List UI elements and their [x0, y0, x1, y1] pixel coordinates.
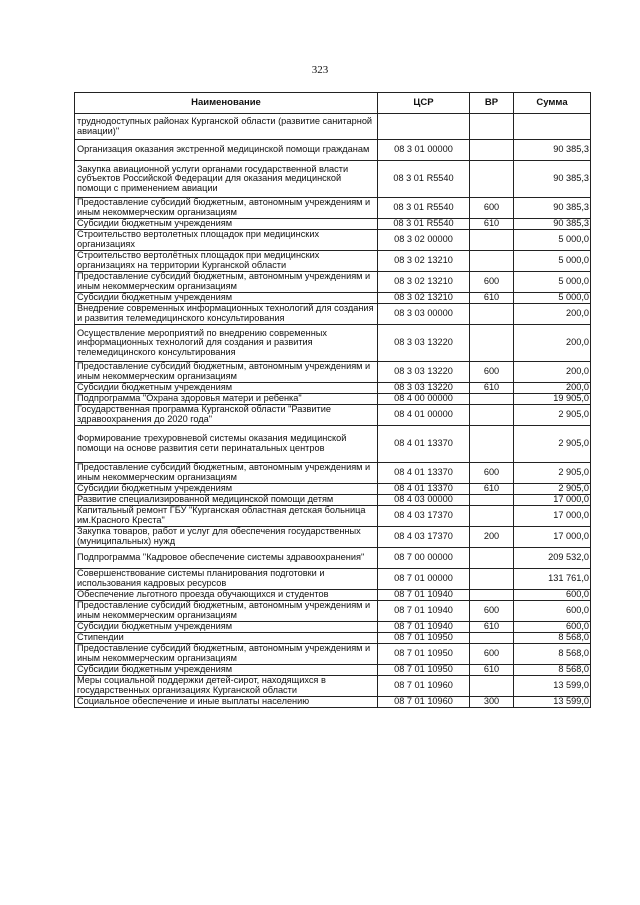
cell-name: труднодоступных районах Курганской области (развитие санитарной авиации)": [75, 114, 378, 140]
cell-sum: 90 385,3: [514, 198, 591, 219]
cell-vr: 200: [470, 527, 514, 548]
cell-sum: 17 000,0: [514, 506, 591, 527]
table-row: [75, 293, 591, 304]
cell-csr: 08 3 01 R5540: [378, 198, 470, 219]
cell-csr: 08 3 01 00000: [378, 140, 470, 161]
cell-name: Развитие специализированной медицинской помощи детям: [75, 495, 378, 506]
cell-vr: [470, 495, 514, 506]
cell-vr: 610: [470, 484, 514, 495]
cell-csr: 08 7 01 10940: [378, 622, 470, 633]
cell-name: Предоставление субсидий бюджетным, автономным учреждениям и иным некоммерческим организациям: [75, 601, 378, 622]
cell-name: Организация оказания экстренной медицинской помощи гражданам: [75, 140, 378, 161]
table-row: [75, 362, 591, 383]
cell-vr: 610: [470, 293, 514, 304]
table-row: [75, 383, 591, 394]
header-vr: ВР: [470, 93, 514, 114]
cell-vr: 300: [470, 697, 514, 708]
cell-csr: 08 3 01 R5540: [378, 219, 470, 230]
cell-vr: 600: [470, 601, 514, 622]
cell-vr: [470, 506, 514, 527]
cell-name: Строительство вертолётных площадок при медицинских организациях на территории Курганской области: [75, 251, 378, 272]
cell-csr: 08 4 01 13370: [378, 484, 470, 495]
cell-name: Предоставление субсидий бюджетным, автономным учреждениям и иным некоммерческим организациям: [75, 198, 378, 219]
cell-sum: 5 000,0: [514, 230, 591, 251]
cell-sum: 5 000,0: [514, 251, 591, 272]
cell-vr: [470, 230, 514, 251]
cell-name: Капитальный ремонт ГБУ "Курганская областная детская больница им.Красного Креста": [75, 506, 378, 527]
cell-sum: 2 905,0: [514, 405, 591, 426]
table-row: [75, 644, 591, 665]
table-row: [75, 569, 591, 590]
cell-vr: 600: [470, 463, 514, 484]
cell-csr: 08 4 01 00000: [378, 405, 470, 426]
table-row: [75, 527, 591, 548]
cell-sum: 90 385,3: [514, 161, 591, 198]
cell-sum: 200,0: [514, 304, 591, 325]
cell-name: Формирование трехуровневой системы оказания медицинской помощи на основе развития сети перинатальных центров: [75, 426, 378, 463]
table-row: [75, 140, 591, 161]
cell-vr: 610: [470, 665, 514, 676]
cell-vr: [470, 140, 514, 161]
cell-name: Субсидии бюджетным учреждениям: [75, 293, 378, 304]
cell-sum: 13 599,0: [514, 676, 591, 697]
cell-sum: 209 532,0: [514, 548, 591, 569]
cell-sum: 90 385,3: [514, 140, 591, 161]
cell-vr: [470, 251, 514, 272]
cell-sum: 200,0: [514, 383, 591, 394]
cell-sum: 17 000,0: [514, 527, 591, 548]
cell-name: Предоставление субсидий бюджетным, автономным учреждениям и иным некоммерческим организациям: [75, 272, 378, 293]
cell-csr: 08 4 01 13370: [378, 463, 470, 484]
cell-csr: 08 7 01 10950: [378, 644, 470, 665]
cell-name: Предоставление субсидий бюджетным, автономным учреждениям и иным некоммерческим организациям: [75, 644, 378, 665]
cell-vr: [470, 304, 514, 325]
cell-vr: [470, 405, 514, 426]
cell-vr: 600: [470, 198, 514, 219]
cell-csr: 08 7 01 10940: [378, 590, 470, 601]
cell-vr: [470, 676, 514, 697]
cell-vr: [470, 114, 514, 140]
cell-csr: 08 3 02 13210: [378, 272, 470, 293]
cell-csr: 08 3 03 13220: [378, 325, 470, 362]
cell-csr: 08 7 01 00000: [378, 569, 470, 590]
cell-csr: 08 4 03 17370: [378, 527, 470, 548]
cell-name: Субсидии бюджетным учреждениям: [75, 484, 378, 495]
cell-name: Государственная программа Курганской области "Развитие здравоохранения до 2020 года": [75, 405, 378, 426]
table-row: [75, 665, 591, 676]
table-row: [75, 219, 591, 230]
table-row: [75, 622, 591, 633]
table-row: [75, 394, 591, 405]
cell-csr: 08 7 01 10940: [378, 601, 470, 622]
cell-sum: 2 905,0: [514, 426, 591, 463]
cell-csr: 08 7 01 10950: [378, 633, 470, 644]
cell-csr: 08 4 03 17370: [378, 506, 470, 527]
header-sum: Сумма: [514, 93, 591, 114]
table-row: [75, 272, 591, 293]
cell-sum: [514, 114, 591, 140]
cell-sum: 5 000,0: [514, 272, 591, 293]
table-row: [75, 676, 591, 697]
cell-csr: 08 7 01 10960: [378, 676, 470, 697]
cell-vr: 610: [470, 219, 514, 230]
cell-vr: [470, 325, 514, 362]
page-number: 323: [311, 64, 329, 76]
cell-name: Закупка товаров, работ и услуг для обеспечения государственных (муниципальных) нужд: [75, 527, 378, 548]
cell-sum: 13 599,0: [514, 697, 591, 708]
cell-sum: 600,0: [514, 601, 591, 622]
table-row: [75, 251, 591, 272]
cell-vr: [470, 569, 514, 590]
cell-vr: 610: [470, 383, 514, 394]
cell-sum: 200,0: [514, 325, 591, 362]
cell-sum: 8 568,0: [514, 644, 591, 665]
cell-vr: [470, 548, 514, 569]
cell-vr: [470, 394, 514, 405]
table-row: [75, 495, 591, 506]
table-row: [75, 304, 591, 325]
cell-name: Совершенствование системы планирования подготовки и использования кадровых ресурсов: [75, 569, 378, 590]
table-row: [75, 405, 591, 426]
cell-name: Внедрение современных информационных технологий для создания и развития телемедицинского консультирования: [75, 304, 378, 325]
table-row: [75, 161, 591, 198]
cell-sum: 131 761,0: [514, 569, 591, 590]
cell-sum: 600,0: [514, 590, 591, 601]
cell-name: Подпрограмма "Кадровое обеспечение системы здравоохранения": [75, 548, 378, 569]
table-row: [75, 114, 591, 140]
cell-name: Субсидии бюджетным учреждениям: [75, 665, 378, 676]
cell-name: Субсидии бюджетным учреждениям: [75, 383, 378, 394]
cell-csr: 08 7 00 00000: [378, 548, 470, 569]
cell-vr: [470, 633, 514, 644]
cell-sum: 2 905,0: [514, 463, 591, 484]
cell-csr: 08 4 03 00000: [378, 495, 470, 506]
cell-name: Строительство вертолетных площадок при медицинских организациях: [75, 230, 378, 251]
cell-name: Предоставление субсидий бюджетным, автономным учреждениям и иным некоммерческим организациям: [75, 362, 378, 383]
cell-sum: 8 568,0: [514, 633, 591, 644]
table-row: [75, 548, 591, 569]
cell-vr: 610: [470, 622, 514, 633]
cell-sum: 8 568,0: [514, 665, 591, 676]
cell-sum: 200,0: [514, 362, 591, 383]
cell-csr: 08 3 02 00000: [378, 230, 470, 251]
table-row: [75, 697, 591, 708]
cell-name: Предоставление субсидий бюджетным, автономным учреждениям и иным некоммерческим организациям: [75, 463, 378, 484]
cell-csr: 08 7 01 10950: [378, 665, 470, 676]
cell-vr: [470, 590, 514, 601]
cell-csr: 08 3 03 00000: [378, 304, 470, 325]
cell-sum: 90 385,3: [514, 219, 591, 230]
table-body: [75, 114, 591, 708]
cell-name: Закупка авиационной услуги органами государственной власти субъектов Российской Федерации для оказания медицинской помощи с применением авиации: [75, 161, 378, 198]
cell-sum: 600,0: [514, 622, 591, 633]
cell-csr: 08 3 02 13210: [378, 293, 470, 304]
table-row: [75, 601, 591, 622]
cell-csr: 08 7 01 10960: [378, 697, 470, 708]
cell-sum: 2 905,0: [514, 484, 591, 495]
cell-name: Субсидии бюджетным учреждениям: [75, 622, 378, 633]
cell-csr: 08 4 01 13370: [378, 426, 470, 463]
budget-table: [74, 92, 591, 708]
cell-vr: 600: [470, 362, 514, 383]
cell-vr: [470, 161, 514, 198]
cell-csr: 08 3 03 13220: [378, 383, 470, 394]
cell-csr: 08 4 00 00000: [378, 394, 470, 405]
table-row: [75, 230, 591, 251]
cell-name: Меры социальной поддержки детей-сирот, находящихся в государственных организациях Курганской области: [75, 676, 378, 697]
cell-sum: 19 905,0: [514, 394, 591, 405]
cell-csr: 08 3 02 13210: [378, 251, 470, 272]
table-row: [75, 484, 591, 495]
table-row: [75, 633, 591, 644]
cell-name: Обеспечение льготного проезда обучающихся и студентов: [75, 590, 378, 601]
table-row: [75, 590, 591, 601]
cell-csr: 08 3 03 13220: [378, 362, 470, 383]
cell-vr: 600: [470, 644, 514, 665]
table-row: [75, 426, 591, 463]
cell-sum: 5 000,0: [514, 293, 591, 304]
cell-csr: 08 3 01 R5540: [378, 161, 470, 198]
table-row: [75, 463, 591, 484]
cell-name: Социальное обеспечение и иные выплаты населению: [75, 697, 378, 708]
cell-name: Субсидии бюджетным учреждениям: [75, 219, 378, 230]
table-header-row: [75, 93, 591, 114]
cell-name: Подпрограмма "Охрана здоровья матери и ребенка": [75, 394, 378, 405]
cell-name: Стипендии: [75, 633, 378, 644]
table-row: [75, 506, 591, 527]
cell-sum: 17 000,0: [514, 495, 591, 506]
header-name: Наименование: [75, 93, 378, 114]
cell-vr: 600: [470, 272, 514, 293]
cell-name: Осуществление мероприятий по внедрению современных информационных технологий для создания и развития телемедицинского консультирования: [75, 325, 378, 362]
cell-csr: [378, 114, 470, 140]
header-csr: ЦСР: [378, 93, 470, 114]
table-row: [75, 325, 591, 362]
table-row: [75, 198, 591, 219]
cell-vr: [470, 426, 514, 463]
